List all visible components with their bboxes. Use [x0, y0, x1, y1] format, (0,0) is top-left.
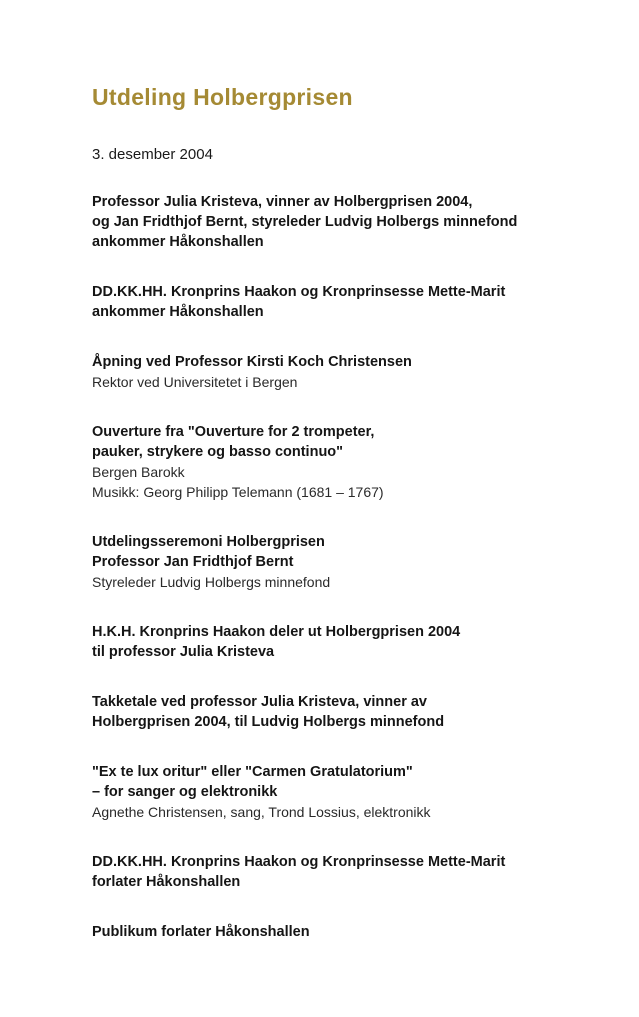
program-item-heading: ankommer Håkonshallen: [92, 234, 264, 250]
page-title: Utdeling Holbergprisen: [92, 84, 353, 110]
program-item: [92, 352, 612, 392]
program-item-heading: Utdelingsseremoni Holbergprisen: [92, 534, 325, 550]
program-item-heading: og Jan Fridthjof Bernt, styreleder Ludvig Holbergs minnefond: [92, 214, 518, 230]
program-item: [92, 852, 612, 892]
program-item-detail: Bergen Barokk: [92, 464, 185, 480]
program-item-detail: Rektor ved Universitetet i Bergen: [92, 374, 298, 390]
program-item-heading: Holbergprisen 2004, til Ludvig Holbergs minnefond: [92, 714, 445, 730]
program-item-heading: ankommer Håkonshallen: [92, 304, 264, 320]
program-item-heading: til professor Julia Kristeva: [92, 644, 275, 660]
program-item-heading: Professor Julia Kristeva, vinner av Holbergprisen 2004,: [92, 194, 473, 210]
program-item: [92, 282, 612, 322]
program-item-heading: DD.KK.HH. Kronprins Haakon og Kronprinsesse Mette-Marit: [92, 284, 506, 300]
program-item-heading: "Ex te lux oritur" eller "Carmen Gratulatorium": [92, 764, 413, 780]
program-item: [92, 532, 612, 592]
program-item-detail: Musikk: Georg Philipp Telemann (1681 – 1767): [92, 484, 384, 500]
event-date: 3. desember 2004: [92, 146, 213, 163]
program-item-heading: Ouverture fra "Ouverture for 2 trompeter,: [92, 424, 375, 440]
program-item-heading: Takketale ved professor Julia Kristeva, vinner av: [92, 694, 428, 710]
program-item: [92, 692, 612, 732]
program-item-heading: pauker, strykere og basso continuo": [92, 444, 344, 460]
program-item-heading: Åpning ved Professor Kirsti Koch Christensen: [92, 354, 412, 370]
program-item-detail: Agnethe Christensen, sang, Trond Lossius, elektronikk: [92, 804, 431, 820]
program-item: [92, 192, 612, 252]
program-item-detail: Styreleder Ludvig Holbergs minnefond: [92, 574, 331, 590]
program-item-heading: Professor Jan Fridthjof Bernt: [92, 554, 294, 570]
program-item: [92, 762, 612, 822]
program-item: [92, 922, 612, 942]
program-item-heading: – for sanger og elektronikk: [92, 784, 278, 800]
program-item-heading: forlater Håkonshallen: [92, 874, 241, 890]
program-item-heading: Publikum forlater Håkonshallen: [92, 924, 310, 940]
program-item-heading: DD.KK.HH. Kronprins Haakon og Kronprinsesse Mette-Marit: [92, 854, 506, 870]
program-item: [92, 622, 612, 662]
program-item-heading: H.K.H. Kronprins Haakon deler ut Holbergprisen 2004: [92, 624, 461, 640]
program-item: [92, 422, 612, 502]
